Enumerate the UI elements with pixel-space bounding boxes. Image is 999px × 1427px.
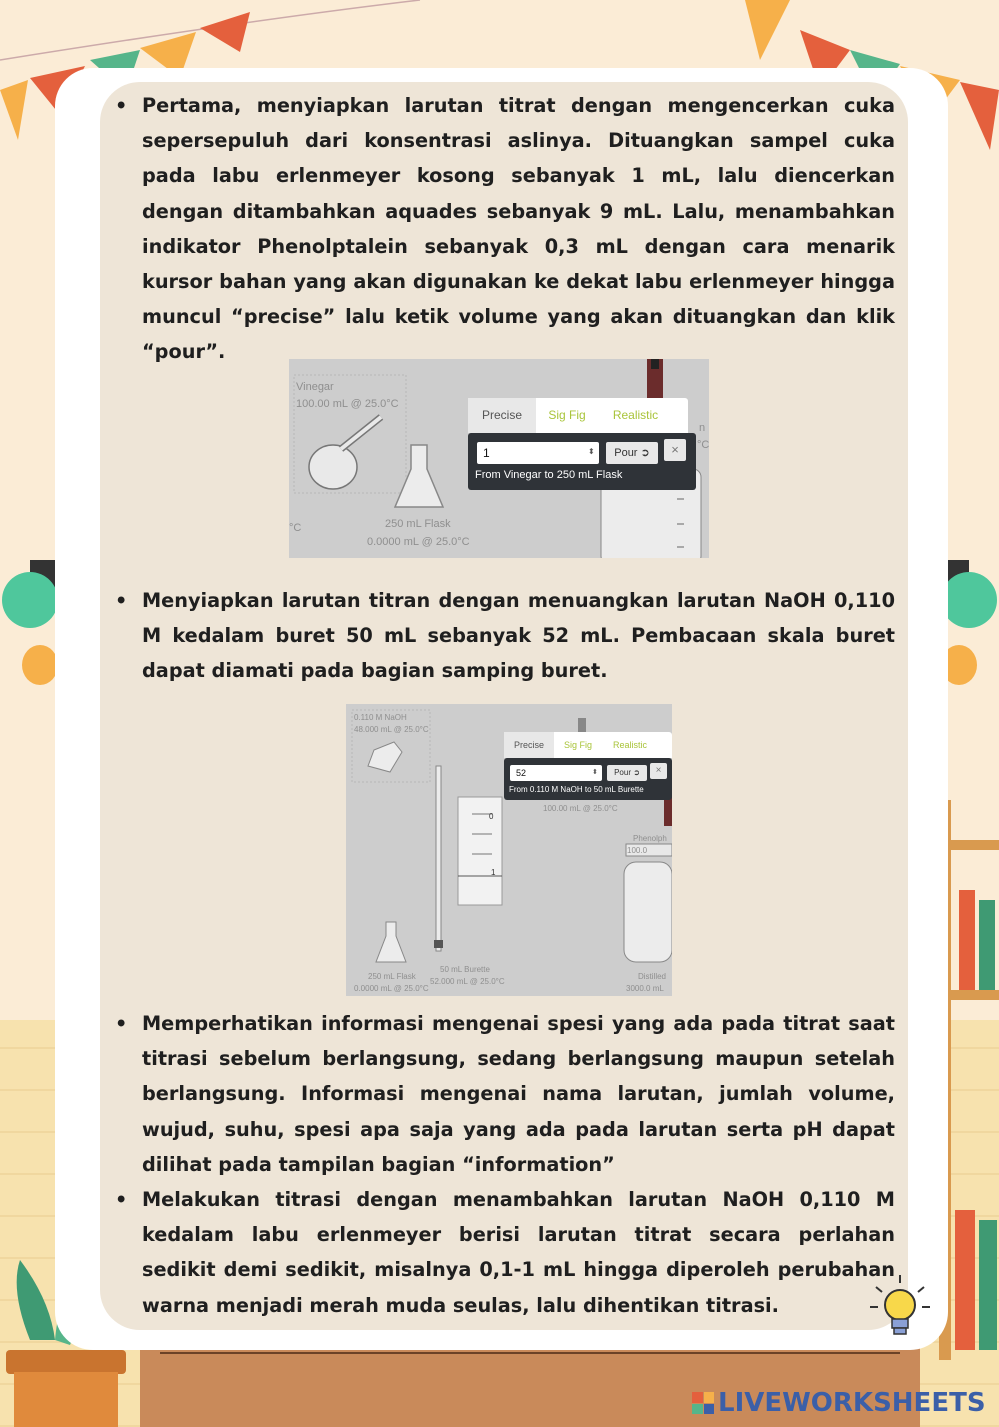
burette-label: 50 mL Burette	[440, 965, 490, 974]
pour-button[interactable]	[606, 442, 658, 464]
bullet-marker: •	[115, 1188, 128, 1211]
simulation-screenshot-1	[289, 359, 709, 558]
lightbulb-icon	[868, 1273, 932, 1343]
pour-caption-2: From 0.110 M NaOH to 50 mL Burette	[509, 785, 644, 794]
simulation-screenshot-2	[346, 704, 672, 996]
brand-name: LIVEWORKSHEETS	[718, 1388, 986, 1418]
pour-popup	[468, 433, 696, 490]
burette-mark-1: 1	[491, 868, 496, 877]
left-edge-label: °C	[289, 522, 302, 534]
bullet-marker: •	[115, 1012, 128, 1035]
pour-button-label: Pour	[614, 447, 638, 459]
tab-precise-2[interactable]: Precise	[504, 732, 554, 758]
lamp-icon-left	[0, 560, 60, 690]
instruction-text-4: Melakukan titrasi dengan menambahkan larutan NaOH 0,110 M kedalam labu erlenmeyer berisi larutan titrat secara perlahan sedikit demi sedikit, misalnya 0,1-1 mL hingga diperoleh perubahan warna menjadi merah muda seulas, lalu dihentikan titrasi.	[142, 1188, 895, 1317]
pour-button-2[interactable]	[607, 765, 647, 781]
volume-input[interactable]: 1	[477, 442, 599, 464]
pour-icon-2: ➲	[633, 768, 640, 777]
flask-amount-2: 0.0000 mL @ 25.0°C	[354, 984, 429, 993]
tab-precise[interactable]: Precise	[468, 398, 536, 433]
instruction-text-3: Memperhatikan informasi mengenai spesi yang ada pada titrat saat titrasi sebelum berlangsung, sedang berlangsung maupun setelah berlangsung. Informasi mengenai nama larutan, jumlah volume, wujud, suhu, spesi apa saja yang ada pada larutan serta pH dapat dilihat pada tampilan bagian “information”	[142, 1012, 895, 1176]
tab-realistic[interactable]: Realistic	[612, 408, 659, 422]
vinegar-amount: 100.00 mL @ 25.0°C	[296, 398, 399, 410]
tab-realistic-2[interactable]: Realistic	[612, 740, 647, 750]
bookshelf-decoration	[939, 800, 999, 1360]
tab-sig-fig-2[interactable]: Sig Fig	[563, 740, 592, 750]
liveworksheets-brand	[692, 1388, 986, 1418]
close-button-2[interactable]: ×	[650, 763, 667, 779]
pour-popup-2	[504, 758, 672, 800]
bullet-marker: •	[115, 589, 128, 612]
flask-amount: 0.0000 mL @ 25.0°C	[367, 536, 470, 548]
instruction-item-3	[115, 1006, 895, 1182]
naoh-label: 0.110 M NaOH	[354, 713, 407, 722]
stepper-icon[interactable]: ⬍	[588, 447, 595, 456]
liveworksheets-logo-icon	[692, 1392, 714, 1414]
naoh-amount: 48.000 mL @ 25.0°C	[354, 725, 429, 734]
instruction-item-1	[115, 88, 895, 370]
distilled-amount: 3000.0 mL	[626, 984, 664, 993]
instruction-item-4	[115, 1182, 895, 1323]
distilled-label: Distilled	[638, 972, 667, 981]
floor-line	[160, 1352, 900, 1354]
stepper-icon-2[interactable]: ⬍	[592, 769, 598, 776]
instruction-text-1: Pertama, menyiapkan larutan titrat dengan mengencerkan cuka sepersepuluh dari konsentrasi aslinya. Dituangkan sampel cuka pada labu erlenmeyer kosong sebanyak 1 mL, lalu diencerkan dengan ditambahkan aquades sebanyak 9 mL. Lalu, menambahkan indikator Phenolptalein sebanyak 0,3 mL dengan cara menarik kursor bahan yang akan digunakan ke dekat labu erlenmeyer hingga muncul “precise” lalu ketik volume yang akan dituangkan dan klik “pour”.	[142, 94, 895, 364]
pour-mode-tabs	[468, 398, 688, 433]
close-button[interactable]: ×	[664, 439, 686, 461]
right-edge-label-1: n	[699, 422, 706, 434]
vinegar-label: Vinegar	[296, 381, 334, 393]
instruction-item-2	[115, 583, 895, 689]
pour-button-label-2: Pour	[614, 768, 631, 777]
flask-label-2: 250 mL Flask	[368, 972, 416, 981]
phenolphthalein-amount: 100.0	[627, 846, 648, 855]
pour-caption: From Vinegar to 250 mL Flask	[475, 469, 623, 481]
bullet-marker: •	[115, 94, 128, 117]
lamp-icon-right	[939, 560, 999, 690]
burette-mark-0: 0	[489, 812, 494, 821]
instruction-text-2: Menyiapkan larutan titran dengan menuangkan larutan NaOH 0,110 M kedalam buret 50 mL sebanyak 52 mL. Pembacaan skala buret dapat diamati pada bagian samping buret.	[142, 589, 895, 683]
under-popup-amount: 100.00 mL @ 25.0°C	[543, 804, 618, 813]
flask-label: 250 mL Flask	[385, 518, 451, 530]
pour-icon: ➲	[640, 447, 650, 459]
volume-input-2[interactable]: 52	[510, 765, 602, 781]
pour-mode-tabs-2	[504, 732, 672, 758]
tab-sig-fig[interactable]: Sig Fig	[548, 408, 586, 422]
phenolphthalein-label: Phenolph	[633, 834, 667, 843]
burette-amount: 52.000 mL @ 25.0°C	[430, 977, 505, 986]
right-edge-label-2: °C	[697, 439, 709, 451]
